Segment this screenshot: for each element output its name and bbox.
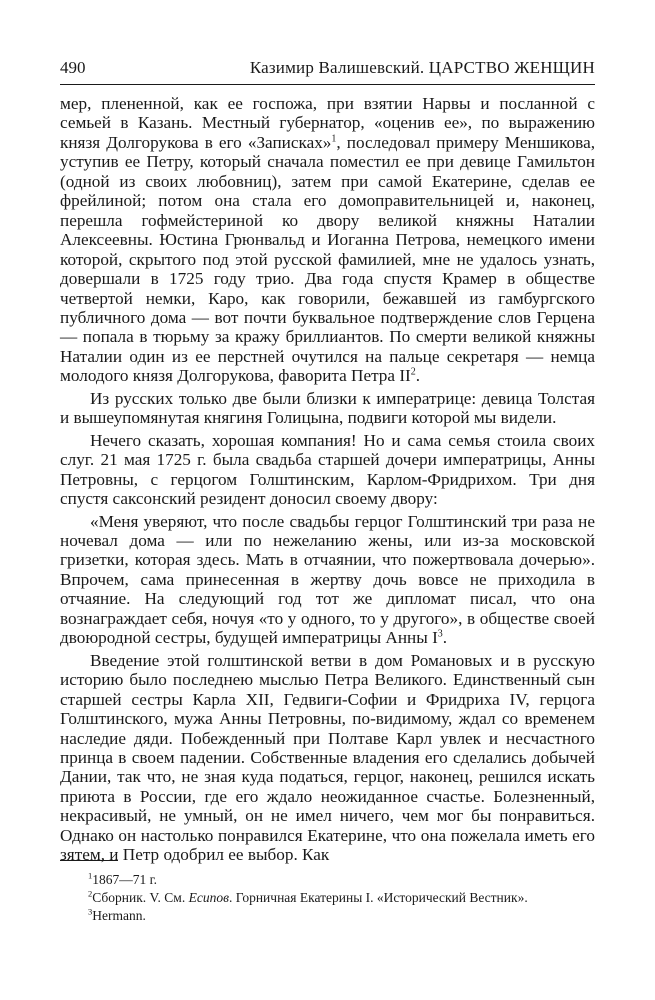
footnote-mark: 3 bbox=[88, 906, 93, 917]
footnotes bbox=[60, 872, 595, 926]
page-number: 490 bbox=[60, 58, 86, 77]
footnote-ref-2[interactable]: 2 bbox=[410, 366, 416, 378]
footnote-ref-3[interactable]: 3 bbox=[437, 628, 443, 640]
running-title: Казимир Валишевский. ЦАРСТВО ЖЕНЩИН bbox=[249, 58, 595, 77]
footnote-rule bbox=[60, 860, 118, 861]
footnote-1: $^1$1867—71 г. bbox=[88, 870, 158, 887]
footnote-ref-1[interactable]: 1 bbox=[331, 133, 337, 145]
main-text bbox=[60, 94, 595, 865]
paragraph-3: Нечего сказать, хорошая компания! Но и сама семья стоила своих слуг. 21 мая 1725 г. была свадьба старшей дочери императрицы, Анны Петровны, с герцогом Голштинским, Карлом-Фридрихом. Три дня спустя саксонский резидент доносил своему двору: bbox=[60, 430, 595, 509]
paragraph-2: Из русских только две были близки к императрице: девица Толстая и вышеупомянутая княгиня Голицына, подвиги которой мы видели. bbox=[60, 388, 595, 428]
running-header bbox=[60, 58, 595, 78]
footnote-mark: 1 bbox=[88, 870, 93, 881]
footnote-2: $^2$Сборник. V. См. Есипов. Горничная Екатерины I. «Исторический Вестник». bbox=[88, 888, 528, 905]
author-name: Есипов bbox=[188, 890, 229, 905]
paragraph-1: мер, плененной, как ее госпожа, при взятии Нарвы и посланной с семьей в Казань. Местный губернатор, «оценив ее», по выражению князя Долгорукова в его «Записках»$^1$, последовал примеру Меншикова, уступив ее Петру, который сначала поместил ее при девице Гамильтон (одной из своих любовниц), затем при самой Екатерине, сделав ее фрейлиной; потом она стала его домоправительницей и, наконец, перешла гофмейстериной ко двору великой княжны Наталии Алексеевны. Юстина Грюнвальд и Иоганна Петрова, немецкого имени которой, скрытого под этой русской фамилией, мне не удалось узнать, довершали в 1725 году трио. Два года спустя Крамер в обществе четвертой немки, Каро, как говорили, бежавшей из гамбургского публичного дома — вот почти буквальное подтверждение слов Герцена — попала в тюрьму за кражу бриллиантов. По смерти великой княжны Наталии один из ее перстней очутился на пальце секретаря — немца молодого князя Долгорукова, фаворита Петра $II^2$. bbox=[60, 94, 595, 386]
footnote-3: $^3$Hermann. bbox=[88, 906, 146, 923]
paragraph-5: Введение этой голштинской ветви в дом Романовых и в русскую историю было последнею мыслью Петра Великого. Единственный сын старшей сестры Карла XII, Гедвиги-Софии и Фридриха IV, герцога Голштинского, мужа Анны Петровны, по-видимому, ждал со временем наследие дяди. Побежденный при Полтаве Карл увлек и несчастного принца в своем падении. Собственные владения его сделались добычей Дании, так что, не зная куда податься, герцог, наконец, решился искать приюта в России, где его ждало неожиданное счастье. Болезненный, некрасивый, не умный, он не имел ничего, чем мог бы понравиться. Однако он настолько понравился Екатерине, что она пожелала иметь его зятем, и Петр одобрил ее выбор. Как bbox=[60, 650, 595, 865]
footnote-mark: 2 bbox=[88, 888, 93, 899]
header-rule bbox=[60, 84, 595, 85]
paragraph-4-quote: «Меня уверяют, что после свадьбы герцог Голштинский три раза не ночевал дома — или по нежеланию жены, или из-за московской гризетки, которая здесь. Мать в отчаянии, что пожертвовала дочерью». Впрочем, сама принесенная в жертву дочь вовсе не приходила в отчаяние. На следующий год тот же дипломат писал, что она вознаграждает себя, ночуя «то у одного, то у другого», в обществе своей двоюродной сестры, будущей императрицы Анны $I^3$. bbox=[60, 511, 595, 648]
